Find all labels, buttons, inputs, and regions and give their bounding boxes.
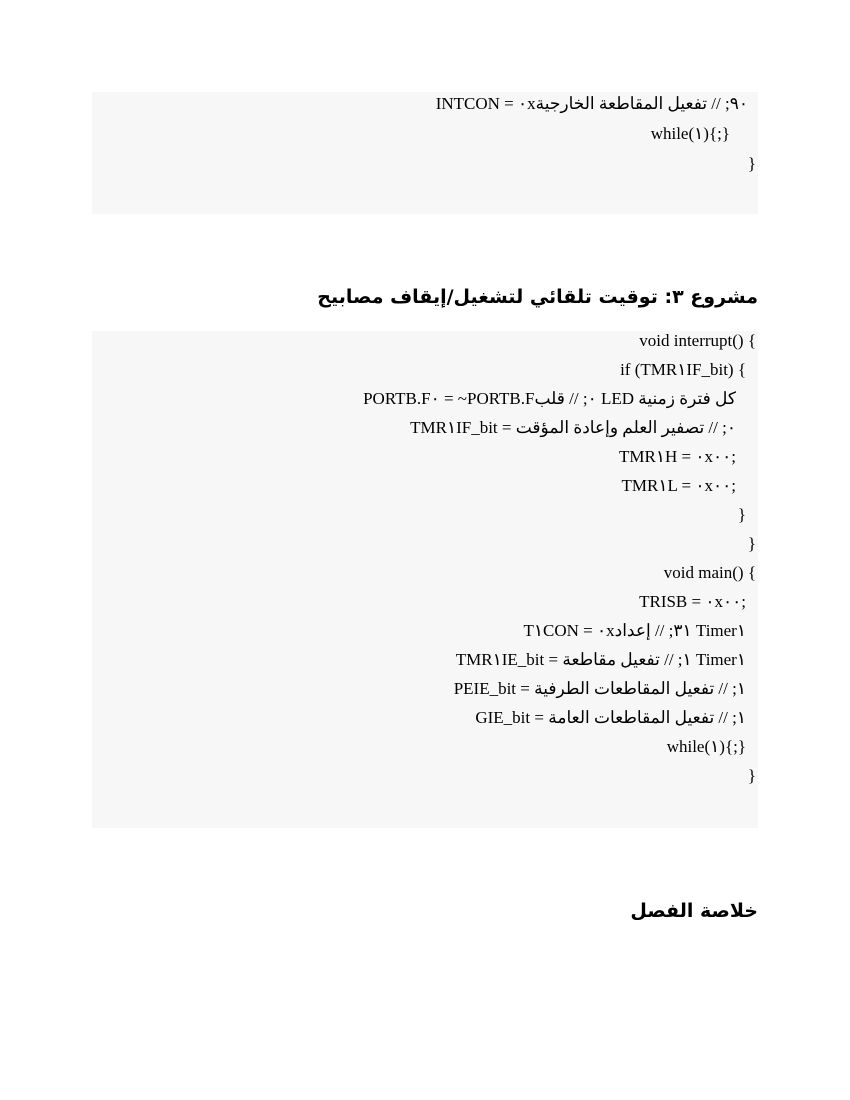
code-line: } [737, 505, 746, 524]
code-line: TMR١L = ٠x٠٠; [621, 476, 736, 495]
code-line: while(١){;} [650, 124, 730, 143]
code-block-1 [92, 92, 758, 214]
code-line: INTCON = ٠x٩٠; // تفعيل المقاطعة الخارجية [435, 94, 748, 113]
code-line: } [747, 766, 756, 785]
section-heading-summary: خلاصة الفصل [630, 900, 758, 922]
code-line: } [747, 154, 756, 173]
code-line: if (TMR١IF_bit) { [620, 360, 746, 379]
code-line: TRISB = ٠x٠٠; [639, 592, 746, 611]
code-line: PORTB.F٠ = ~PORTB.F٠; // قلب LED كل فترة زمنية [363, 389, 736, 408]
code-line: GIE_bit = ١; // تفعيل المقاطعات العامة [475, 708, 746, 727]
code-line: TMR١H = ٠x٠٠; [619, 447, 736, 466]
code-line: PEIE_bit = ١; // تفعيل المقاطعات الطرفية [453, 679, 746, 698]
code-line: T١CON = ٠x٣١; // إعداد Timer١ [523, 621, 746, 640]
code-line: } [747, 534, 756, 553]
code-line: TMR١IE_bit = ١; // تفعيل مقاطعة Timer١ [455, 650, 746, 669]
code-line: void main() { [663, 563, 756, 582]
section-heading-project-3: مشروع ٣: توقيت تلقائي لتشغيل/إيقاف مصابيح [317, 286, 758, 308]
code-block-2 [92, 331, 758, 828]
code-line: TMR١IF_bit = ٠; // تصفير العلم وإعادة المؤقت [410, 418, 736, 437]
code-line: while(١){;} [666, 737, 746, 756]
code-line: void interrupt() { [639, 331, 756, 350]
